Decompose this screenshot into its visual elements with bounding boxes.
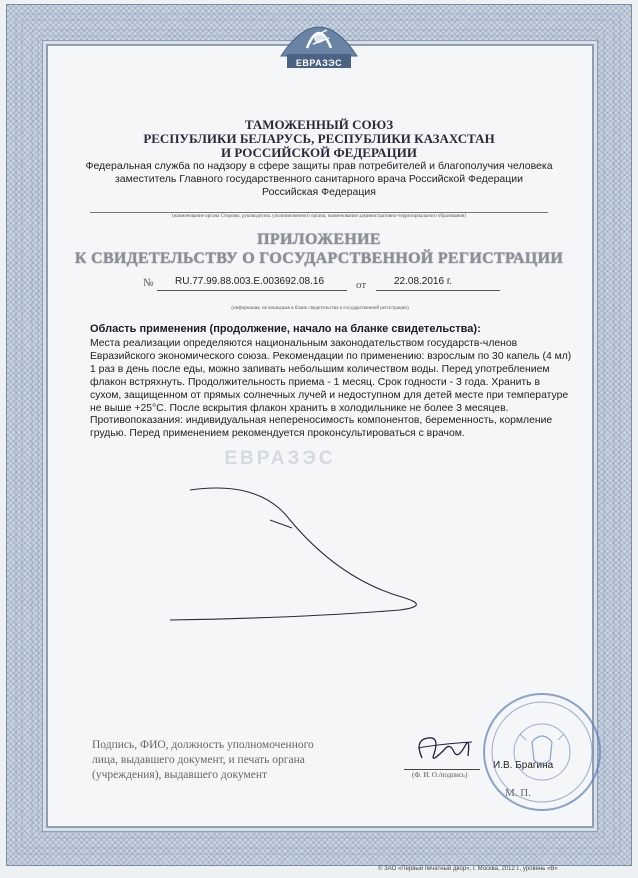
- signer-name: И.В. Брагина: [493, 760, 554, 771]
- eurasec-watermark: ЕВРАЗЭС: [224, 448, 336, 469]
- number-label: №: [143, 277, 154, 289]
- signature-label-line-1: Подпись, ФИО, должность уполномоченного: [92, 739, 314, 751]
- signature-line: [404, 769, 480, 770]
- registration-number-field: [157, 276, 347, 291]
- signature-block-label: [92, 738, 362, 783]
- signature-label-line-2: лица, выдавшего документ, и печать органа: [92, 754, 305, 766]
- authority-line-3: Российская Федерация: [262, 186, 376, 198]
- appendix-subtitle: К СВИДЕТЕЛЬСТВУ О ГОСУДАРСТВЕННОЙ РЕГИСТРАЦИИ: [74, 250, 564, 267]
- official-stamp-icon: [480, 690, 604, 814]
- registration-date-field: [376, 276, 500, 291]
- seal-place-label: М. П.: [505, 787, 531, 799]
- header-republics: РЕСПУБЛИКИ БЕЛАРУСЬ, РЕСПУБЛИКИ КАЗАХСТАН: [143, 131, 495, 146]
- signature-label-line-3: (учреждения), выдавшего документ: [92, 769, 268, 781]
- printer-mark: © ЗАО «Первый печатный двор», г. Москва, 2012 г., уровень «В»: [378, 866, 558, 872]
- header-customs-union: ТАМОЖЕННЫЙ СОЮЗ: [244, 117, 394, 132]
- appendix-title: ПРИЛОЖЕНИЕ: [257, 231, 381, 248]
- signature-caption: (Ф. И. О./подпись): [412, 771, 468, 779]
- header-federation: И РОССИЙСКОЙ ФЕДЕРАЦИИ: [221, 145, 417, 160]
- registration-date: 22.08.2016 г.: [394, 276, 453, 287]
- emblem-label: ЕВРАЗЭС: [295, 58, 343, 68]
- authority-underline: [90, 212, 548, 213]
- date-label: от: [356, 279, 367, 291]
- registration-caption: (информация, не вошедшая в бланк свидетельства о государственной регистрации): [231, 306, 409, 311]
- authority-caption: (наименование органа Стороны, руководитель уполномоченного органа, наименование административно-территориального образования): [172, 214, 466, 219]
- cancellation-scribble: [150, 470, 440, 630]
- application-area-title: Область применения (продолжение, начало на бланке свидетельства):: [90, 323, 481, 335]
- authority-line-2: заместитель Главного государственного санитарного врача Российской Федерации: [114, 173, 524, 185]
- registration-number: RU.77.99.88.003.Е.003692.08.16: [175, 276, 325, 287]
- authority-line-1: Федеральная служба по надзору в сфере защиты прав потребителей и благополучия человека: [85, 160, 553, 172]
- application-area-text: Места реализации определяются национальным законодательством государств-членов Евразийского экономического союза. Рекомендации по применению: взрослым по 30 капель (4 мл) 1 раз в день после еды, можно запивать небольшим количеством воды. Перед употреблением флакон встряхнуть. Продолжительность приема - 1 месяц. Срок годности - 3 года. Хранить в сухом, защищенном от прямых солнечных лучей и недоступном для детей месте при температуре не выше +25°С. После вскрытия флакон хранить в холодильнике не более 3 месяцев. Противопоказания: индивидуальная непереносимость компонентов, беременность, кормление грудью. Перед применением рекомендуется проконсультироваться с врачом.: [90, 338, 572, 440]
- handwritten-signature: [410, 730, 480, 770]
